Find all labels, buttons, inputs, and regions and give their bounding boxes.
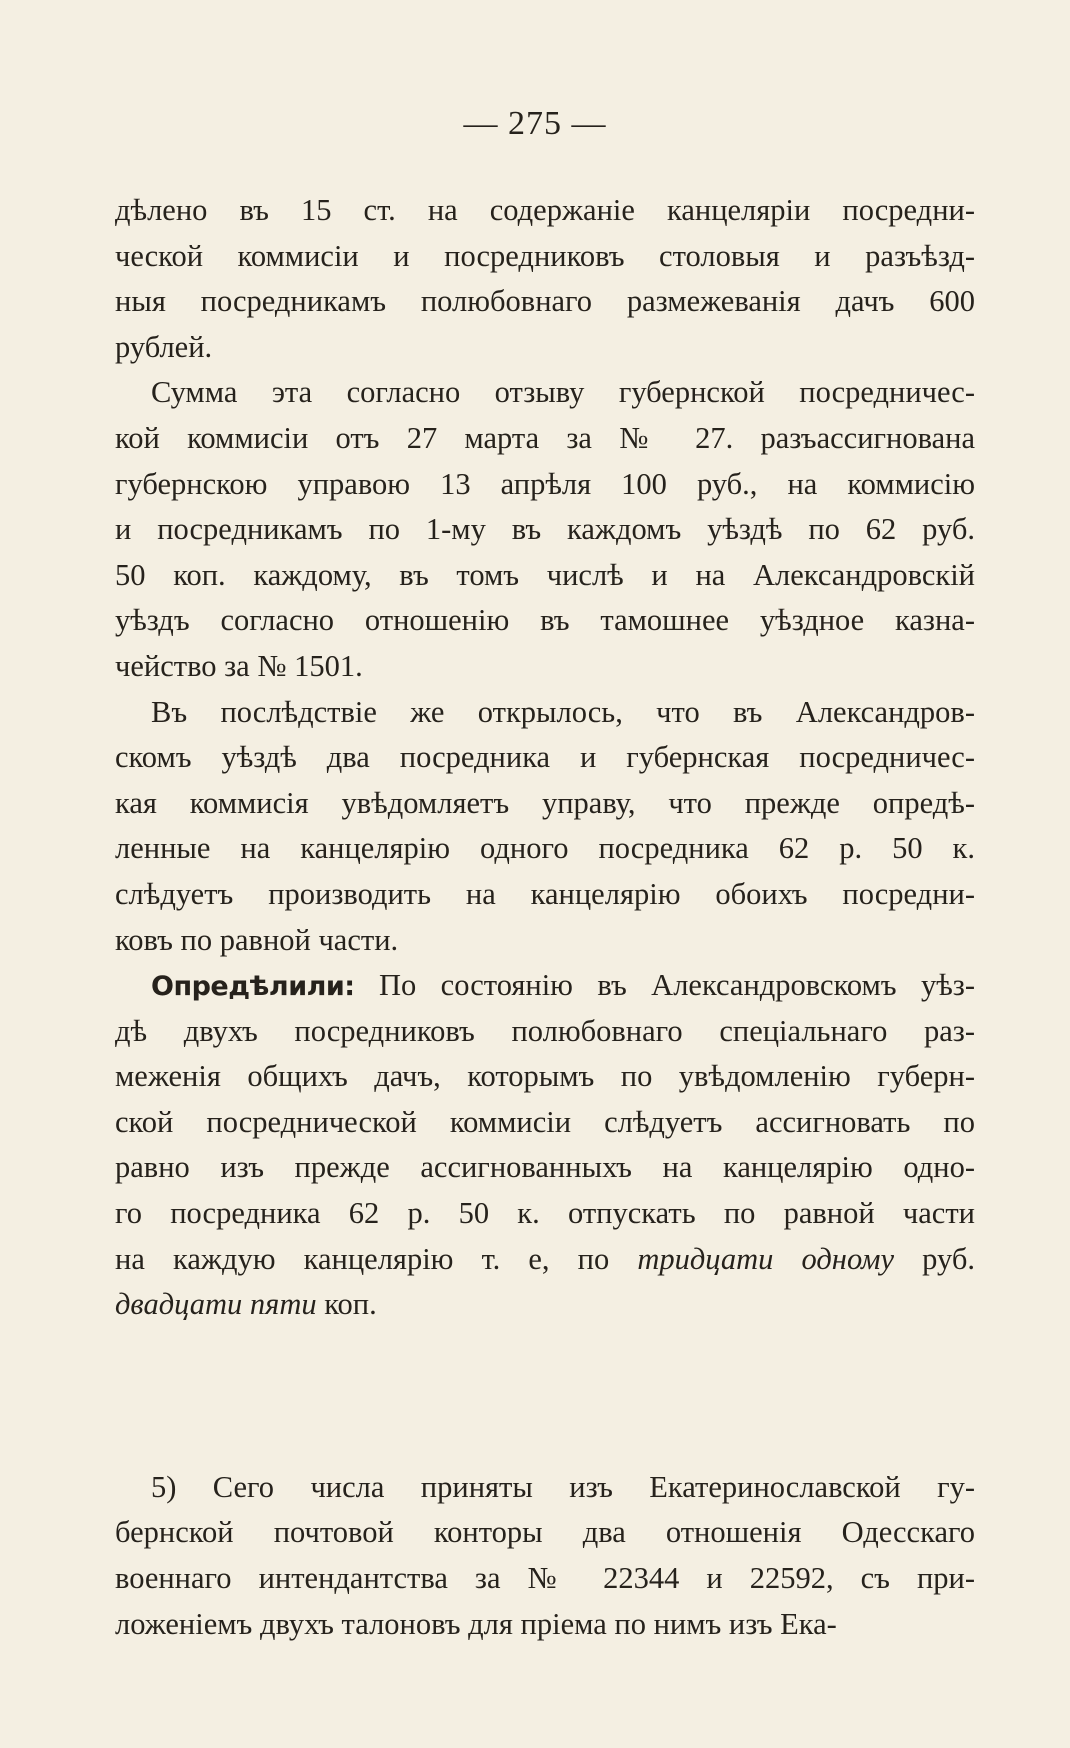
text-line <box>115 1602 975 1648</box>
text-run: бернской почтовой конторы два отношенія Одесскаго <box>115 1515 975 1550</box>
text-line <box>115 918 975 964</box>
text-line <box>115 598 975 644</box>
text-run: По состоянію въ Александровскомъ уѣз- <box>354 968 975 1003</box>
italic-run: двадцати пяти <box>115 1287 317 1322</box>
text-line <box>115 416 975 462</box>
text-run: чейство за № 1501. <box>115 648 363 683</box>
text-run: военнаго интендантства за № 22344 и 22592, съ при- <box>115 1561 975 1596</box>
text-line <box>115 279 975 325</box>
text-run: ныя посредникамъ полюбовнаго размежеванія дачъ 600 <box>115 284 975 319</box>
text-run: 5) Сего числа приняты изъ Екатеринославской гу- <box>151 1469 975 1504</box>
text-line <box>115 963 975 1009</box>
text-line <box>115 553 975 599</box>
text-run: и посредникамъ по 1-му въ каждомъ уѣздѣ по 62 руб. <box>115 512 975 547</box>
text-run: слѣдуетъ производить на канцелярію обоихъ посредни- <box>115 876 975 911</box>
italic-run: тридцати одному <box>637 1241 895 1276</box>
text-line <box>115 644 975 690</box>
text-run: коп. <box>316 1287 377 1322</box>
text-run: скомъ уѣздѣ два посредника и губернская посредничес- <box>115 740 975 775</box>
text-run: ской посреднической коммисіи слѣдуетъ ассигновать по <box>115 1104 975 1139</box>
text-line <box>115 1054 975 1100</box>
text-line <box>115 1556 975 1602</box>
text-line <box>115 325 975 371</box>
text-line <box>115 826 975 872</box>
text-run: кой коммисіи отъ 27 марта за № 27. разъассигнована <box>115 420 975 455</box>
text-line <box>115 872 975 918</box>
text-line <box>115 234 975 280</box>
text-run: губернскою управою 13 апрѣля 100 руб., на коммисію <box>115 466 975 501</box>
text-run: рублей. <box>115 329 213 364</box>
text-run: кая коммисія увѣдомляетъ управу, что прежде опредѣ- <box>115 785 975 820</box>
text-run: на каждую канцелярію т. е, по <box>115 1241 638 1276</box>
text-line <box>115 1009 975 1055</box>
text-line <box>115 370 975 416</box>
text-line <box>115 1100 975 1146</box>
body-text <box>115 188 975 1647</box>
text-run: дѣлено въ 15 ст. на содержаніе канцеляріи посредни- <box>115 193 975 227</box>
text-line <box>115 1465 975 1511</box>
section-gap <box>115 1328 975 1465</box>
text-run: меженія общихъ дачъ, которымъ по увѣдомленію губерн- <box>115 1059 975 1094</box>
text-run: ленные на канцелярію одного посредника 62 р. 50 к. <box>115 831 975 866</box>
page-number: — 275 — <box>463 105 607 142</box>
text-line <box>115 781 975 827</box>
text-run: ческой коммисіи и посредниковъ столовыя и разъѣзд- <box>115 238 975 273</box>
text-line <box>115 188 975 234</box>
text-line <box>115 1510 975 1556</box>
text-run: 50 коп. каждому, въ томъ числѣ и на Александровскій <box>115 557 975 592</box>
text-run: Сумма эта согласно отзыву губернской посредничес- <box>151 375 975 410</box>
text-line <box>115 690 975 736</box>
text-run: уѣздъ согласно отношенію въ тамошнее уѣздное казна- <box>115 603 975 638</box>
text-line <box>115 462 975 508</box>
text-run: дѣ двухъ посредниковъ полюбовнаго спеціальнаго раз- <box>115 1013 975 1048</box>
text-line <box>115 1237 975 1283</box>
resolution-heading: Опредѣлили: <box>151 971 355 1003</box>
text-run: Въ послѣдствіе же открылось, что въ Александров- <box>151 694 975 729</box>
text-line <box>115 1282 975 1328</box>
text-run: ковъ по равной части. <box>115 922 399 957</box>
text-line <box>115 507 975 553</box>
text-run: равно изъ прежде ассигнованныхъ на канцелярію одно- <box>115 1150 975 1185</box>
text-run: руб. <box>894 1241 975 1276</box>
text-line <box>115 1145 975 1191</box>
text-run: го посредника 62 р. 50 к. отпускать по равной части <box>115 1196 975 1231</box>
text-run: ложеніемъ двухъ талоновъ для пріема по нимъ изъ Ека- <box>115 1606 837 1641</box>
text-line <box>115 735 975 781</box>
text-line <box>115 1191 975 1237</box>
